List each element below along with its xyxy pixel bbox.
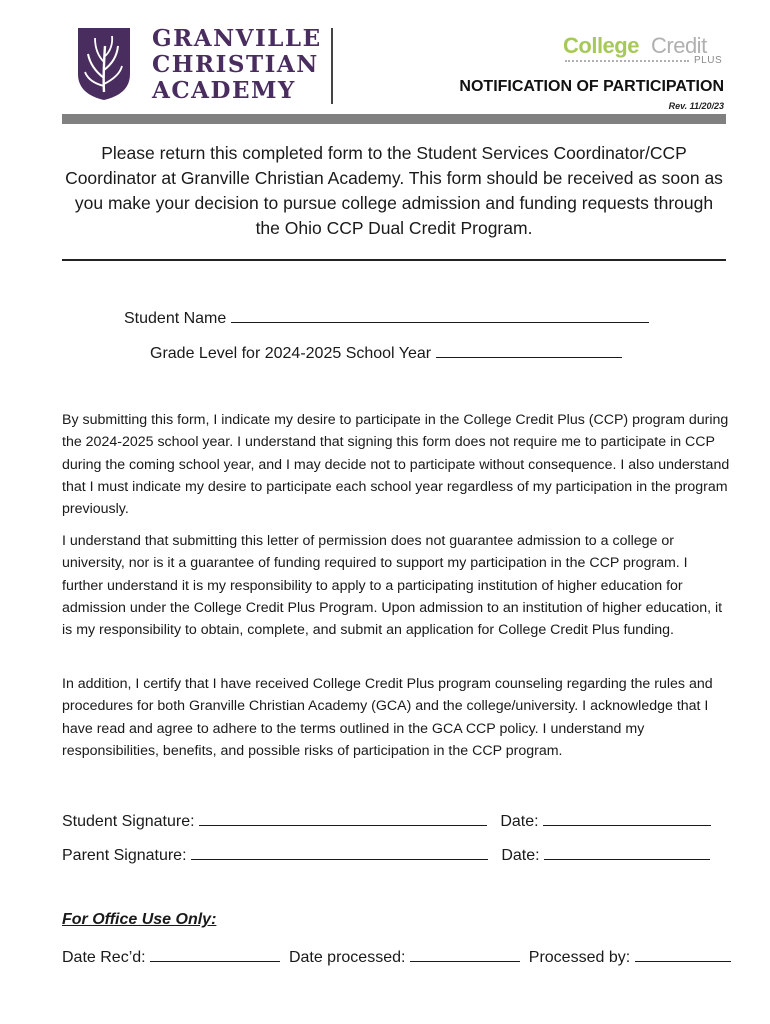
ccp-logo-dots — [565, 60, 689, 62]
revision-note: Rev. 11/20/23 — [668, 101, 724, 111]
date-processed-label: Date processed: — [288, 949, 410, 966]
processed-by-field[interactable] — [635, 946, 731, 962]
paragraph-2: I understand that submitting this letter of permission does not guarantee admission to a college or university, nor is it a guarantee of funding required to support my participation in the CCP program. I further understand it is my responsibility to apply to a participating institution of higher education for admission under the College Credit Plus Program. Upon admission to an institution of higher education, it is my responsibility to obtain, complete, and submit an application for College Credit Plus funding. — [62, 533, 723, 639]
school-name-line-1: GRANVILLE — [152, 25, 322, 52]
header-divider — [331, 28, 333, 104]
gca-shield-logo — [76, 26, 132, 102]
student-date-label: Date: — [500, 813, 544, 830]
intro-divider — [62, 259, 726, 261]
date-received-label: Date Rec’d: — [62, 949, 151, 966]
paragraph-3: In addition, I certify that I have received College Credit Plus program counseling regarding the rules and procedures for both Granville Christian Academy (GCA) and the college/university. I acknowledge that I have read and agree to adhere to the terms outlined in the GCA CCP policy. I understand my responsibilities, benefits, and possible risks of participation in the CCP program. — [62, 676, 713, 759]
student-name-label: Student Name — [124, 310, 231, 327]
header-bar — [62, 114, 726, 124]
student-name-row — [124, 307, 649, 328]
school-name-line-3: ACADEMY — [152, 77, 296, 104]
paragraph-1: By submitting this form, I indicate my desire to participate in the College Credit Plus (CCP) program during the 2024-2025 school year. I understand that signing this form does not require me to participate in CCP during the coming school year, and I may decide not to participate without consequence. I also understand that I must indicate my desire to participate each school year regardless of my participation in the program previously. — [62, 412, 730, 518]
student-date-field[interactable] — [543, 810, 711, 826]
student-name-field[interactable] — [231, 307, 649, 323]
ccp-logo-college: College — [563, 33, 639, 58]
office-use-row — [62, 946, 731, 967]
grade-level-field[interactable] — [436, 342, 622, 358]
school-name-line-2: CHRISTIAN — [152, 51, 319, 78]
processed-by-label: Processed by: — [528, 949, 635, 966]
parent-signature-label: Parent Signature: — [62, 847, 191, 864]
ccp-logo-credit: Credit — [651, 33, 707, 58]
intro-instructions: Please return this completed form to the Student Services Coordinator/CCP Coordinator at Granville Christian Academy. This form should be received as soon as you make your decision to pursue college admission and funding requests through the Ohio CCP Dual Credit Program. — [65, 143, 723, 238]
grade-level-label: Grade Level for 2024-2025 School Year — [150, 345, 436, 362]
office-use-title: For Office Use Only: — [62, 911, 217, 928]
student-signature-row — [62, 810, 711, 831]
student-signature-field[interactable] — [199, 810, 487, 826]
grade-level-row — [150, 342, 622, 363]
parent-date-label: Date: — [501, 847, 544, 864]
parent-signature-field[interactable] — [191, 844, 488, 860]
student-signature-label: Student Signature: — [62, 813, 199, 830]
ccp-logo-plus: PLUS — [694, 55, 723, 66]
date-processed-field[interactable] — [410, 946, 520, 962]
date-received-field[interactable] — [150, 946, 280, 962]
parent-date-field[interactable] — [544, 844, 710, 860]
form-title: NOTIFICATION OF PARTICIPATION — [459, 78, 724, 95]
parent-signature-row — [62, 844, 710, 865]
